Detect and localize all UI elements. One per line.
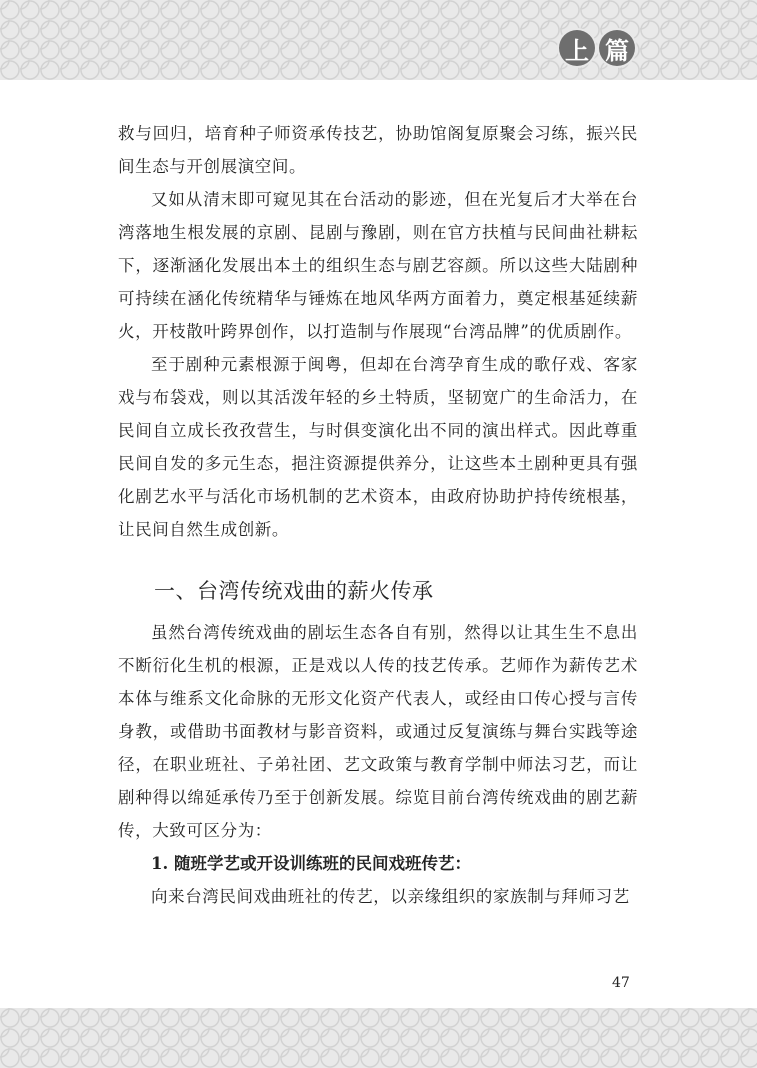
section-heading: 一、台湾传统戏曲的薪火传承	[154, 579, 434, 603]
badge-char-2: 篇	[599, 30, 635, 66]
badge-char-1: 上	[559, 30, 595, 66]
paragraph: 虽然台湾传统戏曲的剧坛生态各自有别，然得以让其生生不息出不断衍化生机的根源，正是戏以人传的技艺传承。艺师作为薪传艺术本体与维系文化命脉的无形文化资产代表人，或经由口传心授与言传身教，或借助书面教材与影音资料，或通过反复演练与舞台实践等途径，在职业班社、子弟社团、艺文政策与教育学制中师法习艺，而让剧种得以绵延承传乃至于创新发展。综览目前台湾传统戏曲的剧艺薪传，大致可区分为：	[118, 623, 638, 840]
header-pattern-band	[0, 0, 757, 80]
footer-pattern-band	[0, 1008, 757, 1068]
page-number: 47	[612, 975, 630, 991]
volume-badge	[559, 30, 635, 66]
paragraph: 至于剧种元素根源于闽粤，但却在台湾孕育生成的歌仔戏、客家戏与布袋戏，则以其活泼年轻的乡土特质，坚韧宽广的生命活力，在民间自立成长孜孜营生，与时俱变演化出不同的演出样式。因此尊重民间自发的多元生态，挹注资源提供养分，让这些本土剧种更具有强化剧艺水平与活化市场机制的艺术资本，由政府协助护持传统根基，让民间自然生成创新。	[118, 355, 638, 539]
paragraph: 又如从清末即可窥见其在台活动的影迹，但在光复后才大举在台湾落地生根发展的京剧、昆剧与豫剧，则在官方扶植与民间曲社耕耘下，逐渐涵化发展出本土的组织生态与剧艺容颜。所以这些大陆剧种可持续在涵化传统精华与锤炼在地风华两方面着力，奠定根基延续薪火，开枝散叶跨界创作，以打造制与作展现“台湾品牌”的优质剧作。	[118, 190, 638, 341]
paragraph: 向来台湾民间戏曲班社的传艺，以亲缘组织的家族制与拜师习艺	[151, 887, 630, 906]
subheading: 1. 随班学艺或开设训练班的民间戏班传艺：	[151, 854, 471, 873]
page-body	[118, 117, 638, 913]
paragraph-continued: 救与回归，培育种子师资承传技艺，协助馆阁复原聚会习练，振兴民间生态与开创展演空间。	[118, 124, 638, 176]
